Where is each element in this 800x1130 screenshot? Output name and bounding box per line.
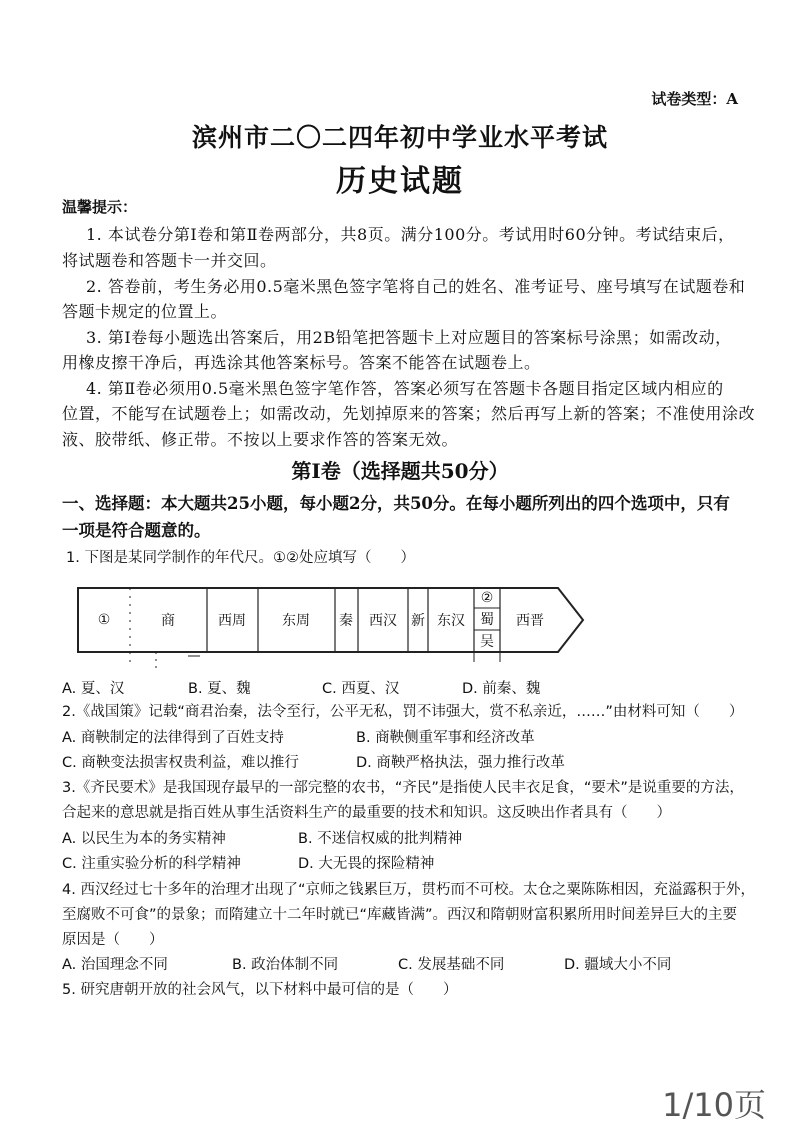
timeline-segment: 西汉 xyxy=(369,613,397,629)
timeline-segment: 东汉 xyxy=(437,613,465,629)
timeline-segment: 西周 xyxy=(218,613,246,629)
section-intro: 一、选择题：本大题共25小题，每小题2分，共50分。在每小题所列出的四个选项中，只有 xyxy=(62,494,730,513)
tip-line: 4. 第Ⅱ卷必须用0.5毫米黑色签字笔作答，答案必须写在答题卡各题目指定区域内相应的 xyxy=(86,379,724,398)
tip-line: 1. 本试卷分第Ⅰ卷和第Ⅱ卷两部分，共8页。满分100分。考试用时60分钟。考试结束后， xyxy=(86,225,735,244)
paper-type-label: 试卷类型：A xyxy=(651,90,738,108)
question-3-stem: 3.《齐民要术》是我国现存最早的一部完整的农书，“齐民”是指使人民丰衣足食，“要术”是说重要的方法， xyxy=(62,780,744,796)
question-4-option-b: B. 政治体制不同 xyxy=(232,957,339,973)
question-1-option-b: B. 夏、魏 xyxy=(188,681,251,697)
section-intro: 一项是符合题意的。 xyxy=(62,521,211,540)
question-4-stem: 原因是（ ） xyxy=(62,932,164,948)
question-2-option-c: C. 商鞅变法损害权贵利益，难以推行 xyxy=(62,755,299,771)
question-5-stem: 5. 研究唐朝开放的社会风气，以下材料中最可信的是（ ） xyxy=(62,982,458,998)
timeline-segment: 秦 xyxy=(339,613,353,629)
question-1-option-d: D. 前秦、魏 xyxy=(462,681,541,697)
timeline-segment: 蜀 xyxy=(480,612,494,628)
question-1-option-c: C. 西夏、汉 xyxy=(322,681,400,697)
question-3-option-b: B. 不迷信权威的批判精神 xyxy=(298,831,463,847)
tip-line: 位置，不能写在试题卷上；如需改动，先划掉原来的答案；然后再写上新的答案；不准使用涂改 xyxy=(62,404,756,423)
timeline-segment: 西晋 xyxy=(516,613,544,629)
timeline-segment: ② xyxy=(480,590,494,606)
tip-line: 3. 第Ⅰ卷每小题选出答案后，用2B铅笔把答题卡上对应题目的答案标号涂黑；如需改动， xyxy=(86,328,732,347)
question-4-option-a: A. 治国理念不同 xyxy=(62,957,168,973)
question-1-option-a: A. 夏、汉 xyxy=(62,681,125,697)
timeline-segment: 吴 xyxy=(480,634,494,650)
question-2-option-d: D. 商鞅严格执法，强力推行改革 xyxy=(356,755,565,771)
question-3-option-c: C. 注重实验分析的科学精神 xyxy=(62,856,241,872)
section-title: 第Ⅰ卷（选择题共50分） xyxy=(291,459,509,483)
question-3-stem: 合起来的意思就是指百姓从事生活资料生产的最重要的技术和知识。这反映出作者具有（ ） xyxy=(62,805,671,821)
timeline-figure xyxy=(68,580,588,680)
tip-line: 2. 答卷前，考生务必用0.5毫米黑色签字笔将自己的姓名、准考证号、座号填写在试题卷和 xyxy=(86,277,746,296)
question-3-option-a: A. 以民生为本的务实精神 xyxy=(62,831,226,847)
tip-line: 将试题卷和答题卡一并交回。 xyxy=(62,251,277,270)
tip-line: 答题卡规定的位置上。 xyxy=(62,302,228,321)
question-2-stem: 2.《战国策》记载“商君治秦，法令至行，公平无私，罚不讳强大，赏不私亲近，……”由材料可知（ ） xyxy=(62,704,744,720)
question-1-stem: 1. 下图是某同学制作的年代尺。①②处应填写（ ） xyxy=(66,550,415,566)
timeline-segment: 商 xyxy=(161,613,175,629)
subject-title: 历史试题 xyxy=(336,164,464,199)
question-4-stem: 至腐败不可食”的景象；而隋建立十二年时就已“库藏皆满”。西汉和隋朝财富积累所用时间差异巨大的主要 xyxy=(62,907,738,923)
question-4-stem: 4. 西汉经过七十多年的治理才出现了“京师之钱累巨万，贯朽而不可校。太仓之粟陈陈相因，充溢露积于外， xyxy=(62,882,755,898)
tip-line: 液、胶带纸、修正带。不按以上要求作答的答案无效。 xyxy=(62,430,459,449)
page-indicator: 1/10页 xyxy=(662,1086,766,1124)
question-2-option-b: B. 商鞅侧重军事和经济改革 xyxy=(356,730,535,746)
tip-line: 用橡皮擦干净后，再选涂其他答案标号。答案不能答在试题卷上。 xyxy=(62,353,541,372)
timeline-segment: 东周 xyxy=(282,613,310,629)
timeline-frame xyxy=(68,580,588,680)
tips-heading: 温馨提示： xyxy=(62,198,138,216)
timeline-segment: ① xyxy=(97,612,111,628)
question-3-option-d: D. 大无畏的探险精神 xyxy=(298,856,435,872)
question-2-option-a: A. 商鞅制定的法律得到了百姓支持 xyxy=(62,730,284,746)
question-4-option-d: D. 疆域大小不同 xyxy=(564,957,672,973)
exam-title: 滨州市二〇二四年初中学业水平考试 xyxy=(191,123,608,152)
question-4-option-c: C. 发展基础不同 xyxy=(398,957,505,973)
timeline-segment: 新 xyxy=(411,613,425,629)
